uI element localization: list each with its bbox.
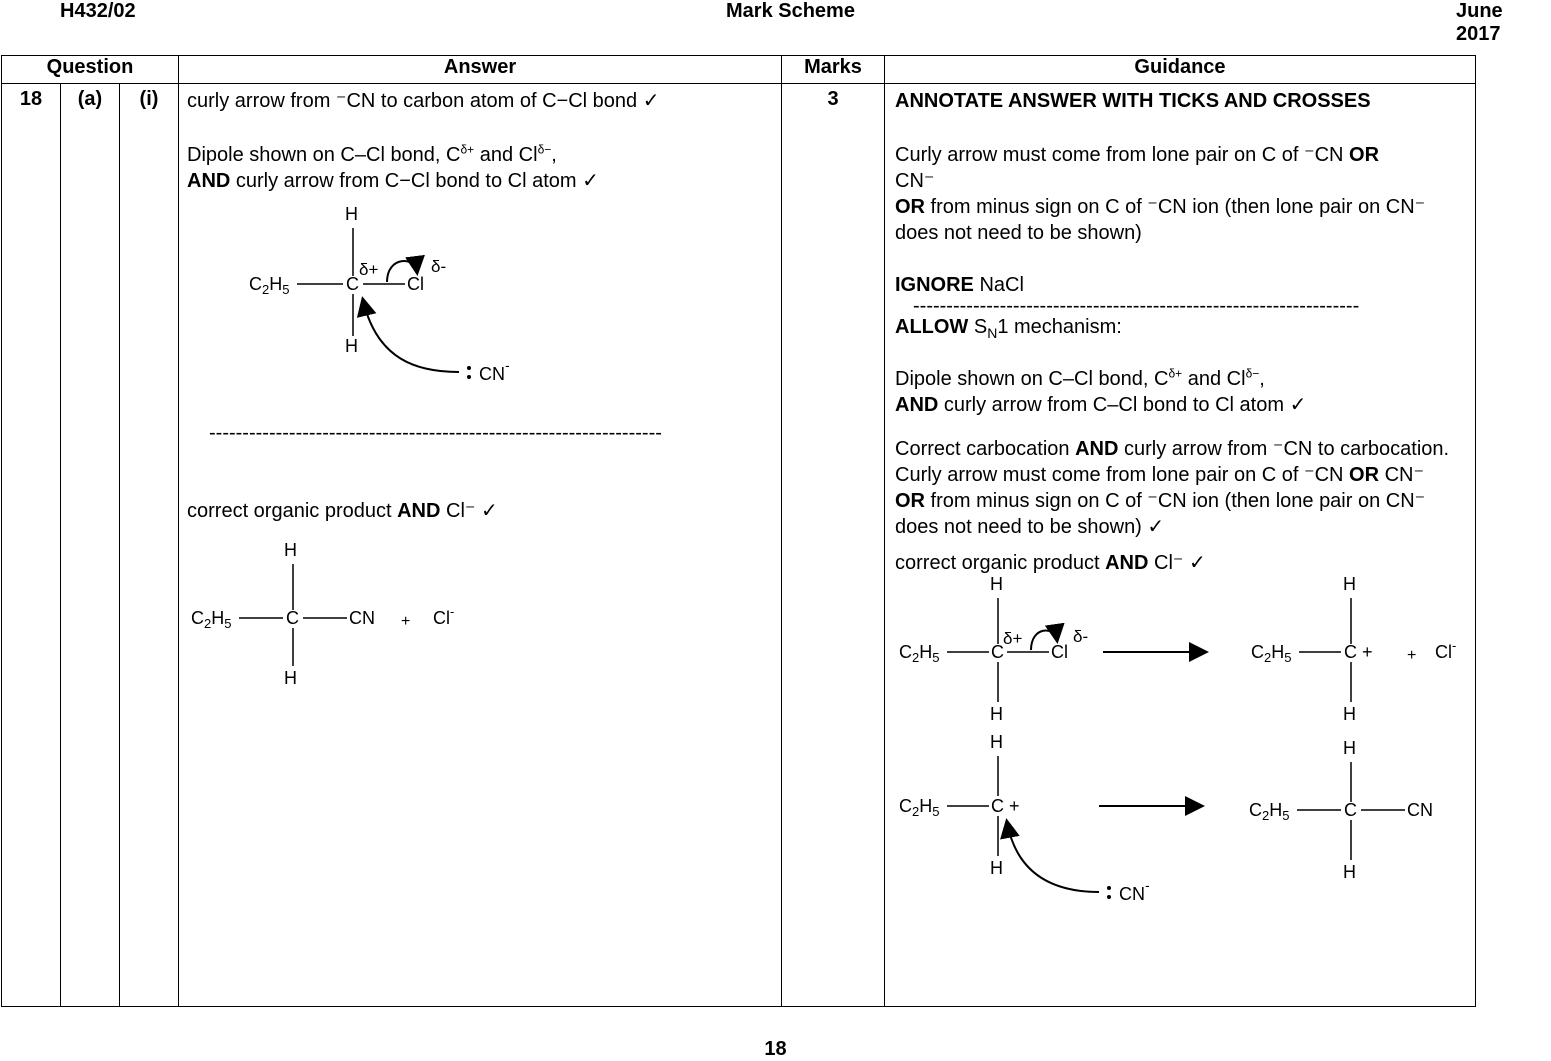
product-diagram <box>187 536 747 696</box>
svg-text:CN-: CN- <box>479 357 510 384</box>
question-subpart: (i) <box>139 88 159 110</box>
svg-text:C2H5: $C_2H_5$ <box>191 608 232 631</box>
marks-value: 3 <box>827 88 839 110</box>
page-number: 18 <box>764 1038 787 1060</box>
svg-text:C2H5: $C_2H_5$ <box>249 274 290 297</box>
header-date: June 2017 <box>1456 0 1503 45</box>
svg-text:δ-: δ- <box>1073 627 1089 646</box>
answer-line-3: AND curly arrow from C−Cl bond to Cl atom ✓ <box>187 170 599 192</box>
answer-header: Answer <box>179 56 782 84</box>
svg-text:C2H5: $C_2H_5$ <box>1249 800 1290 823</box>
mark-scheme-table <box>1 55 1476 1007</box>
guidance-line-8: Correct carbocation AND curly arrow from ⁻CN to carbocation. Curly arrow must come from lone pair on C of ⁻CN OR CN⁻ <box>895 438 1450 486</box>
table-header-row <box>2 56 1476 84</box>
svg-text:C: C <box>991 642 1004 662</box>
guidance-separator: ------------------------------------------------------------------- <box>913 298 1360 314</box>
svg-text:H: H <box>284 668 297 688</box>
svg-text:δ+: δ+ <box>1003 629 1023 648</box>
guidance-line-7: AND curly arrow from C–Cl bond to Cl atom ✓ <box>895 394 1307 416</box>
svg-text:H: H <box>990 858 1003 878</box>
svg-text:H: H <box>990 576 1003 594</box>
guidance-line-9: OR from minus sign on C of ⁻CN ion (then lone pair on CN⁻ does not need to be shown) ✓ <box>895 490 1426 538</box>
question-number: 18 <box>19 88 43 110</box>
question-header: Question <box>2 56 179 84</box>
svg-text:H: H <box>990 704 1003 724</box>
guidance-line-10: correct organic product AND Cl⁻ ✓ <box>895 552 1206 574</box>
svg-text:Cl-: Cl- <box>1435 638 1457 662</box>
svg-text:H: H <box>345 336 358 356</box>
svg-text:C: C <box>286 608 299 628</box>
question-part: (a) <box>77 88 103 110</box>
svg-text:+: + <box>401 613 411 630</box>
svg-text:H: H <box>1343 738 1356 758</box>
guidance-line-5: ALLOW $S_N1$ mechanism: <box>895 316 1122 341</box>
table-row <box>2 84 1476 1007</box>
guidance-header: Guidance <box>885 56 1476 84</box>
svg-text:C +: C + <box>991 796 1020 816</box>
svg-text:Cl: Cl <box>1051 642 1068 662</box>
svg-text:C2H5: $C_2H_5$ <box>899 642 940 665</box>
svg-text:CN: CN <box>1407 800 1433 820</box>
svg-text:H: H <box>284 540 297 560</box>
svg-text:CN-: CN- <box>1119 877 1150 904</box>
svg-text:Cl: Cl <box>407 274 424 294</box>
svg-text:C +: C + <box>1344 642 1373 662</box>
svg-text:C2H5: $C_2H_5$ <box>899 796 940 819</box>
svg-text:C2H5: $C_2H_5$ <box>1251 642 1292 665</box>
svg-text:H: H <box>1343 576 1356 594</box>
svg-text:CN: CN <box>349 608 375 628</box>
guidance-line-1: ANNOTATE ANSWER WITH TICKS AND CROSSES <box>895 90 1371 112</box>
marks-header: Marks <box>782 56 885 84</box>
svg-text:C: C <box>346 274 359 294</box>
sn1-mechanism-diagram <box>895 576 1465 906</box>
svg-text:δ-: δ- <box>431 257 447 276</box>
answer-line-2: Dipole shown on C–Cl bond, $C^{\delta+}$ and $Cl^{\delta-}$, <box>187 142 557 166</box>
header-title: Mark Scheme <box>726 0 855 22</box>
svg-text:δ+: δ+ <box>359 260 379 279</box>
sn2-mechanism-diagram <box>187 200 747 420</box>
svg-text:+: + <box>1407 647 1417 664</box>
svg-text:H: H <box>1343 704 1356 724</box>
svg-text:H: H <box>345 204 358 224</box>
guidance-line-4: IGNORE NaCl <box>895 274 1024 296</box>
answer-line-4: correct organic product AND Cl⁻ ✓ <box>187 500 498 522</box>
guidance-line-3: OR from minus sign on C of ⁻CN ion (then lone pair on CN⁻ does not need to be shown) <box>895 196 1426 244</box>
answer-line-1: curly arrow from ⁻CN to carbon atom of C−Cl bond ✓ <box>187 90 660 112</box>
svg-text:H: H <box>1343 862 1356 882</box>
svg-text:Cl-: Cl- <box>433 604 455 628</box>
svg-text:C: C <box>1344 800 1357 820</box>
guidance-line-2: Curly arrow must come from lone pair on C of ⁻CN OR CN⁻ <box>895 144 1380 192</box>
answer-separator: -------------------------------------------------------------------- <box>209 422 662 444</box>
header-code: H432/02 <box>60 0 136 22</box>
answer-cell <box>179 84 781 700</box>
guidance-cell <box>885 84 1475 910</box>
svg-text:H: H <box>990 732 1003 752</box>
guidance-line-6: Dipole shown on C–Cl bond, $C^{\delta+}$ and $Cl^{\delta-}$, <box>895 366 1265 390</box>
